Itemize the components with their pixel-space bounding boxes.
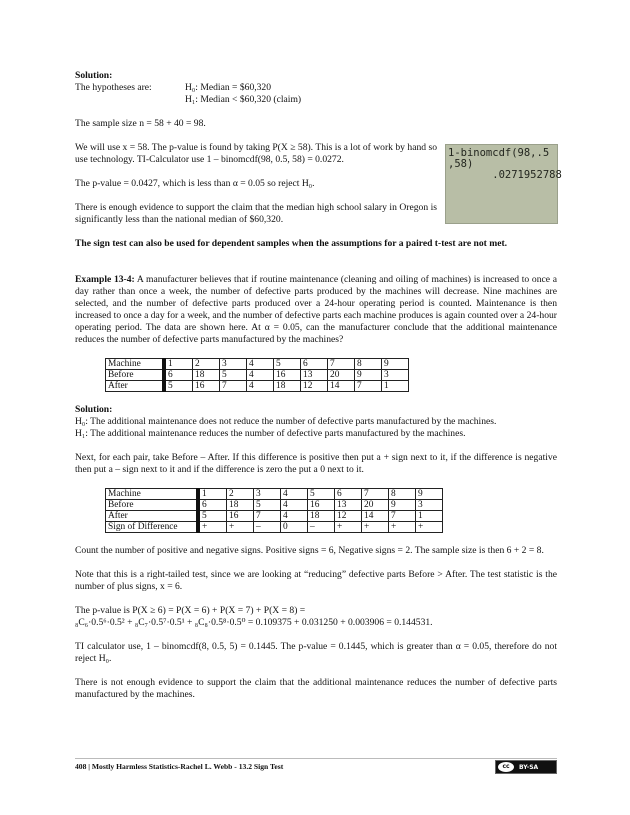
table-cell: 16 bbox=[308, 500, 335, 511]
table-cell: 3 bbox=[254, 489, 281, 500]
null-hypothesis-2: H₀: The additional maintenance does not reduce the number of defective parts manufactured by the machines. bbox=[75, 416, 497, 427]
table-cell: 3 bbox=[382, 370, 409, 381]
solution-2-heading: Solution: bbox=[75, 404, 113, 415]
spacer bbox=[75, 533, 557, 545]
hypotheses-spacer bbox=[75, 94, 185, 106]
table-cell: 14 bbox=[362, 511, 389, 522]
table-row bbox=[106, 511, 443, 522]
row-label: After bbox=[106, 381, 165, 392]
table-row bbox=[106, 500, 443, 511]
spacer bbox=[75, 629, 557, 641]
final-conclusion: There is not enough evidence to support the claim that the additional maintenance reduces the number of defective parts manufactured by the machines. bbox=[75, 677, 557, 700]
spacer bbox=[75, 557, 557, 569]
table-cell: + bbox=[335, 522, 362, 533]
table-cell: 6 bbox=[335, 489, 362, 500]
right-tailed-text: Note that this is a right-tailed test, since we are looking at “reducing” defective parts Before > After. The test statistic is the number of plus signs, x = 6. bbox=[75, 569, 557, 592]
table-cell: 5 bbox=[198, 511, 227, 522]
table-cell: 9 bbox=[389, 500, 416, 511]
example-paragraph bbox=[75, 274, 557, 346]
pvalue-line-1: The p-value is P(X ≥ 6) = P(X = 6) + P(X = 7) + P(X = 8) = bbox=[75, 605, 306, 616]
table-row bbox=[106, 359, 409, 370]
table-cell: 4 bbox=[281, 500, 308, 511]
table-cell: 5 bbox=[220, 370, 247, 381]
table-cell: 5 bbox=[274, 359, 301, 370]
table-cell: 4 bbox=[281, 489, 308, 500]
page-footer bbox=[75, 758, 557, 771]
table-cell: + bbox=[227, 522, 254, 533]
table-cell: 9 bbox=[355, 370, 382, 381]
table-cell: 13 bbox=[335, 500, 362, 511]
row-label: Before bbox=[106, 500, 199, 511]
spacer bbox=[75, 392, 557, 404]
table-cell: 4 bbox=[247, 370, 274, 381]
spacer bbox=[75, 250, 557, 262]
spacer bbox=[75, 665, 557, 677]
spacer bbox=[75, 106, 557, 118]
table-cell: + bbox=[362, 522, 389, 533]
footer-text: 408 | Mostly Harmless Statistics-Rachel L. Webb - 13.2 Sign Test bbox=[75, 762, 284, 771]
table-cell: 7 bbox=[362, 489, 389, 500]
table-cell: – bbox=[308, 522, 335, 533]
table-cell: 7 bbox=[254, 511, 281, 522]
table-cell: 18 bbox=[193, 370, 220, 381]
table-cell: 7 bbox=[328, 359, 355, 370]
table-row bbox=[106, 381, 409, 392]
spacer bbox=[75, 346, 557, 358]
cc-by-sa-label: BY-SA bbox=[519, 763, 539, 771]
row-label: Sign of Difference bbox=[106, 522, 199, 533]
table-cell: + bbox=[416, 522, 443, 533]
table-cell: 6 bbox=[164, 370, 193, 381]
table-cell: + bbox=[389, 522, 416, 533]
page-content bbox=[75, 70, 562, 701]
pvalue-line-2: ₈C₆·0.5⁶·0.5² + ₈C₇·0.5⁷·0.5¹ + ₈C₈·0.5⁸·0.5⁰ = 0.109375 + 0.031250 + 0.003906 = 0.144531. bbox=[75, 617, 433, 628]
spacer bbox=[75, 476, 557, 488]
table-cell: 12 bbox=[335, 511, 362, 522]
table-cell: 18 bbox=[274, 381, 301, 392]
use-x-text: We will use x = 58. The p-value is found by taking P(X ≥ 58). This is a lot of work by hand so use technology. TI-Calculator use 1 – binomcdf(98, 0.5, 58) = 0.0272. bbox=[75, 142, 437, 165]
table-cell: 18 bbox=[227, 500, 254, 511]
table-cell: 8 bbox=[389, 489, 416, 500]
hypotheses bbox=[75, 82, 557, 94]
table-row bbox=[106, 489, 443, 500]
sample-size-text: The sample size n = 58 + 40 = 98. bbox=[75, 118, 206, 129]
table-cell: 3 bbox=[220, 359, 247, 370]
count-text: Count the number of positive and negative signs. Positive signs = 6, Negative signs = 2. The sample size is then 6 + 2 = 8. bbox=[75, 545, 544, 556]
calculator-screenshot bbox=[445, 144, 562, 224]
table-cell: 4 bbox=[247, 359, 274, 370]
table-cell: 5 bbox=[254, 500, 281, 511]
spacer bbox=[75, 593, 557, 605]
cc-icon: cc bbox=[498, 762, 514, 772]
table-cell: 16 bbox=[193, 381, 220, 392]
null-hypothesis: H₀: Median = $60,320 bbox=[185, 82, 272, 93]
spacer bbox=[75, 262, 557, 274]
table-cell: 5 bbox=[164, 381, 193, 392]
table-cell: 6 bbox=[301, 359, 328, 370]
table-cell: 0 bbox=[281, 522, 308, 533]
table-row bbox=[106, 370, 409, 381]
spacer bbox=[75, 440, 557, 452]
table-cell: 18 bbox=[308, 511, 335, 522]
alt-hypothesis: H₁: Median < $60,320 (claim) bbox=[185, 94, 302, 105]
table-cell: 14 bbox=[328, 381, 355, 392]
table-cell: 12 bbox=[301, 381, 328, 392]
pvalue-text: The p-value = 0.0427, which is less than α = 0.05 so reject H₀. bbox=[75, 178, 315, 189]
table-cell: 2 bbox=[193, 359, 220, 370]
table-cell: 16 bbox=[227, 511, 254, 522]
table-cell: 7 bbox=[220, 381, 247, 392]
hypotheses-label: The hypotheses are: bbox=[75, 82, 152, 93]
table-cell: 5 bbox=[308, 489, 335, 500]
example-label: Example 13-4: bbox=[75, 274, 135, 285]
row-label: Before bbox=[106, 370, 165, 381]
table-cell: 20 bbox=[362, 500, 389, 511]
solution-heading: Solution: bbox=[75, 70, 113, 81]
table-cell: 1 bbox=[416, 511, 443, 522]
table-cell: 2 bbox=[227, 489, 254, 500]
example-text: A manufacturer believes that if routine maintenance (cleaning and oiling of machines) is increased to once a day rather than once a week, the number of defective parts produced by the machines will decrease. Nine machines are selected, and the number of defective parts produced over a 24-hour operating period is counted. Maintenance is then increased to once a day for a week, and the number of defective parts each machine produces is again counted over a 24-hour operating period. The data are shown here. At α = 0.05, can the manufacturer conclude that the additional maintenance reduces the number of defective parts manufactured by the machines? bbox=[75, 274, 557, 345]
hypotheses-alt-row bbox=[75, 94, 557, 106]
table-row bbox=[106, 522, 443, 533]
table-cell: 1 bbox=[198, 489, 227, 500]
table-cell: 3 bbox=[416, 500, 443, 511]
table-cell: 7 bbox=[389, 511, 416, 522]
spacer bbox=[75, 130, 557, 142]
table-cell: 9 bbox=[382, 359, 409, 370]
sign-test-note: The sign test can also be used for dependent samples when the assumptions for a paired t-test are not met. bbox=[75, 238, 508, 249]
data-table-1 bbox=[105, 358, 409, 392]
table-cell: 9 bbox=[416, 489, 443, 500]
row-label: Machine bbox=[106, 489, 199, 500]
solution-1 bbox=[75, 70, 562, 226]
row-label: Machine bbox=[106, 359, 165, 370]
alt-hypothesis-2: H₁: The additional maintenance reduces the number of defective parts manufactured by the machines. bbox=[75, 428, 466, 439]
spacer bbox=[75, 226, 557, 238]
table-cell: 13 bbox=[301, 370, 328, 381]
calculator-screen-text: 1-binomcdf(98,.5 ,58) .0271952788 bbox=[448, 147, 562, 181]
sign-instructions: Next, for each pair, take Before – After. If this difference is positive then put a + sign next to it, if the difference is negative then put a – sign next to it and if the difference is zero the put a 0 next to it. bbox=[75, 452, 557, 475]
table-cell: 4 bbox=[247, 381, 274, 392]
table-cell: + bbox=[198, 522, 227, 533]
cc-license-badge[interactable] bbox=[495, 760, 557, 774]
ti-calc-text: TI calculator use, 1 – binomcdf(8, 0.5, 5) = 0.1445. The p-value = 0.1445, which is greater than α = 0.05, therefore do not reject H₀. bbox=[75, 641, 557, 664]
table-cell: 4 bbox=[281, 511, 308, 522]
table-cell: 20 bbox=[328, 370, 355, 381]
table-cell: 1 bbox=[164, 359, 193, 370]
table-cell: 16 bbox=[274, 370, 301, 381]
table-cell: 6 bbox=[198, 500, 227, 511]
row-label: After bbox=[106, 511, 199, 522]
table-cell: 7 bbox=[355, 381, 382, 392]
table-cell: 8 bbox=[355, 359, 382, 370]
table-cell: 1 bbox=[382, 381, 409, 392]
data-table-2 bbox=[105, 488, 443, 533]
conclusion-text: There is enough evidence to support the claim that the median high school salary in Oregon is significantly less than the national median of $60,320. bbox=[75, 202, 437, 225]
table-cell: – bbox=[254, 522, 281, 533]
